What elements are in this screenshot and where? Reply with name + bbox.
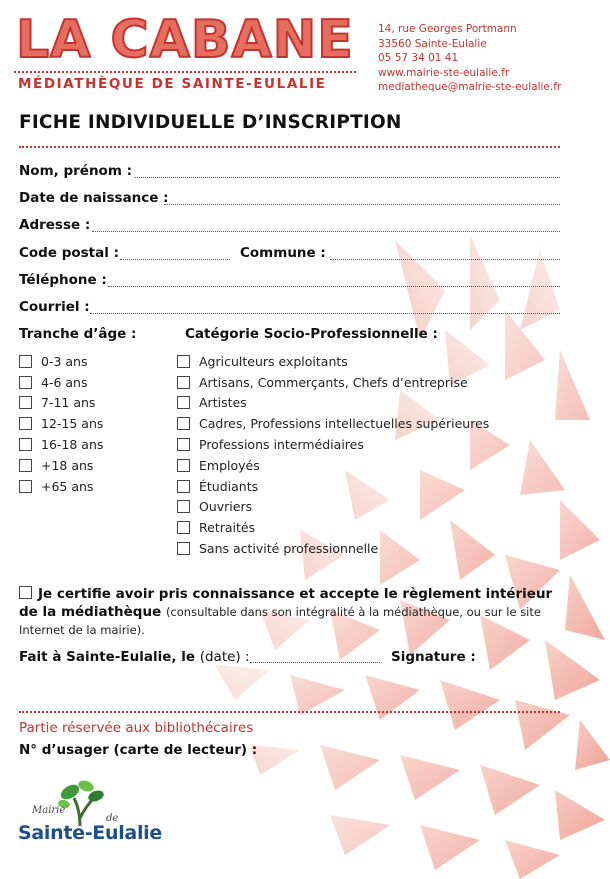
age-option-0[interactable]: 0-3 ans xyxy=(19,351,103,372)
checkbox[interactable] xyxy=(19,459,32,472)
certify-text-2: de la médiathèque xyxy=(19,604,162,620)
signature-label: Signature : xyxy=(391,649,476,665)
csp-option-9[interactable]: Sans activité professionnelle xyxy=(177,538,489,559)
contact-phone: 05 57 34 01 41 xyxy=(378,52,459,64)
age-option-4[interactable]: 16-18 ans xyxy=(19,434,103,455)
checkbox[interactable] xyxy=(177,459,190,472)
certify-checkbox[interactable] xyxy=(19,586,32,599)
csp-option-5[interactable]: Employés xyxy=(177,455,489,476)
field-adresse[interactable] xyxy=(92,231,560,232)
age-option-1[interactable]: 4-6 ans xyxy=(19,372,103,393)
csp-option-2[interactable]: Artistes xyxy=(177,393,489,414)
checkbox[interactable] xyxy=(19,480,32,493)
checkbox[interactable] xyxy=(177,500,190,513)
checkbox[interactable] xyxy=(177,417,190,430)
age-option-6[interactable]: +65 ans xyxy=(19,476,103,497)
age-option-5[interactable]: +18 ans xyxy=(19,455,103,476)
field-naissance[interactable] xyxy=(164,204,560,205)
csp-title: Catégorie Socio-Professionnelle : xyxy=(185,326,438,342)
logo-divider xyxy=(14,71,356,73)
csp-option-3[interactable]: Cadres, Professions intellectuelles supérieures xyxy=(177,413,489,434)
checkbox[interactable] xyxy=(177,521,190,534)
checkbox[interactable] xyxy=(177,396,190,409)
certify-note: (consultable dans son intégralité à la médiathèque, ou sur le site Internet de la mairie). xyxy=(19,605,541,637)
contact-block xyxy=(378,22,561,95)
age-option-3[interactable]: 12-15 ans xyxy=(19,413,103,434)
title-divider xyxy=(19,146,560,148)
tree-icon xyxy=(56,778,106,828)
label-commune: Commune : xyxy=(240,245,326,261)
checkbox[interactable] xyxy=(19,417,32,430)
field-code-postal[interactable] xyxy=(120,259,230,260)
label-naissance: Date de naissance : xyxy=(19,190,169,206)
checkbox[interactable] xyxy=(19,396,32,409)
field-nom[interactable] xyxy=(135,177,560,178)
reserved-divider xyxy=(19,711,560,713)
mairie-de: de xyxy=(106,813,119,824)
label-courriel: Courriel : xyxy=(19,299,90,315)
mairie-name: Sainte-Eulalie xyxy=(18,822,162,844)
checkbox[interactable] xyxy=(19,438,32,451)
csp-option-0[interactable]: Agriculteurs exploitants xyxy=(177,351,489,372)
checkbox[interactable] xyxy=(177,480,190,493)
contact-street: 14, rue Georges Portmann xyxy=(378,23,517,35)
contact-email[interactable]: mediatheque@mairie-ste-eulalie.fr xyxy=(378,81,562,93)
checkbox[interactable] xyxy=(19,355,32,368)
csp-options xyxy=(177,351,489,559)
csp-option-4[interactable]: Professions intermédiaires xyxy=(177,434,489,455)
mairie-small: Mairie xyxy=(32,805,66,816)
label-adresse: Adresse : xyxy=(19,217,91,233)
csp-option-1[interactable]: Artisans, Commerçants, Chefs d’entreprise xyxy=(177,372,489,393)
field-telephone[interactable] xyxy=(108,286,560,287)
fait-a-block xyxy=(19,649,250,665)
fait-date-label: (date) : xyxy=(199,649,250,665)
form-title: FICHE INDIVIDUELLE D’INSCRIPTION xyxy=(19,112,402,133)
checkbox[interactable] xyxy=(19,376,32,389)
certify-block xyxy=(19,585,579,639)
age-options xyxy=(19,351,103,497)
logo-title: LA CABANE xyxy=(16,10,354,70)
field-courriel[interactable] xyxy=(90,313,560,314)
checkbox[interactable] xyxy=(177,376,190,389)
label-nom: Nom, prénom : xyxy=(19,163,132,179)
field-commune[interactable] xyxy=(330,259,560,260)
label-telephone: Téléphone : xyxy=(19,272,107,288)
age-title: Tranche d’âge : xyxy=(19,326,137,342)
certify-text-1: Je certifie avoir pris connaissance et accepte le règlement intérieur xyxy=(38,586,553,602)
reserved-title: Partie réservée aux bibliothécaires xyxy=(19,720,254,736)
age-option-2[interactable]: 7-11 ans xyxy=(19,393,103,414)
usager-label: N° d’usager (carte de lecteur) : xyxy=(19,742,258,758)
logo-subtitle: MÉDIATHÈQUE DE SAINTE-EULALIE xyxy=(18,76,327,92)
fait-a-label: Fait à Sainte-Eulalie, le xyxy=(19,649,196,665)
csp-option-7[interactable]: Ouvriers xyxy=(177,497,489,518)
field-date[interactable] xyxy=(250,662,380,663)
label-code-postal: Code postal : xyxy=(19,245,119,261)
contact-city: 33560 Sainte-Eulalie xyxy=(378,37,487,50)
checkbox[interactable] xyxy=(177,542,190,555)
csp-option-6[interactable]: Étudiants xyxy=(177,476,489,497)
csp-option-8[interactable]: Retraités xyxy=(177,517,489,538)
checkbox[interactable] xyxy=(177,438,190,451)
checkbox[interactable] xyxy=(177,355,190,368)
contact-website[interactable]: www.mairie-ste-eulalie.fr xyxy=(378,66,510,79)
